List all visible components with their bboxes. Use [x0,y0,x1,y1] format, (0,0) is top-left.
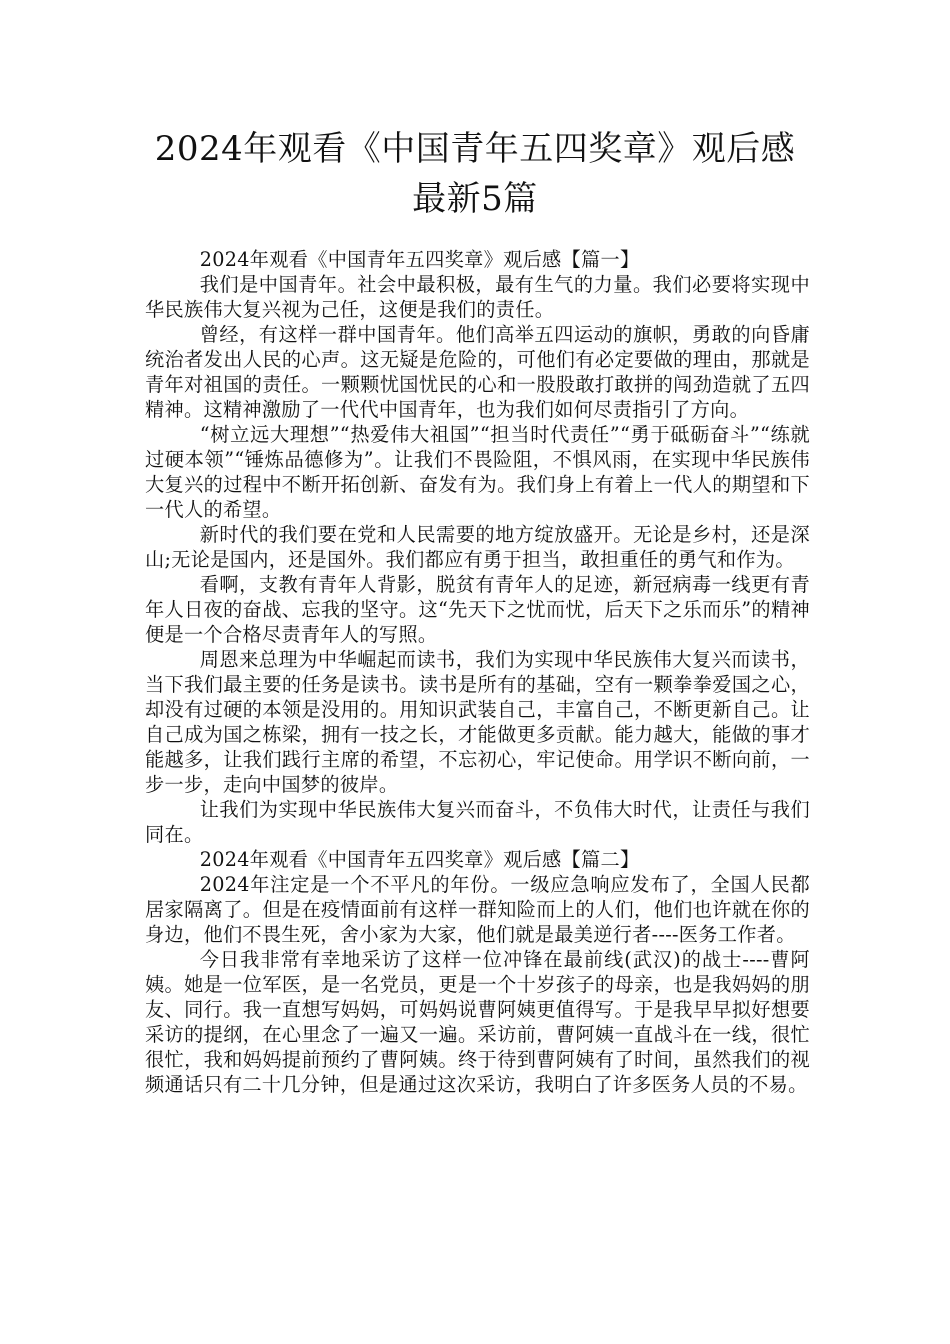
paragraph: 今日我非常有幸地采访了这样一位冲锋在最前线(武汉)的战士----曹阿姨。她是一位军医，是一名党员，更是一个十岁孩子的母亲，也是我妈妈的朋友、同行。我一直想写妈妈，可妈妈说曹阿姨更值得写。于是我早早拟好想要采访的提纲，在心里念了一遍又一遍。采访前，曹阿姨一直战斗在一线，很忙很忙，我和妈妈提前预约了曹阿姨。终于待到曹阿姨有了时间，虽然我们的视频通话只有二十几分钟，但是通过这次采访，我明白了许多医务人员的不易。 [145,948,810,1096]
paragraph: 2024年注定是一个不平凡的年份。一级应急响应发布了，全国人民都居家隔离了。但是在疫情面前有这样一群知险而上的人们，他们也许就在你的身边，他们不畏生死，舍小家为大家，他们就是最美逆行者----医务工作者。 [145,873,810,946]
paragraph: 看啊，支教有青年人背影，脱贫有青年人的足迹，新冠病毒一线更有青年人日夜的奋战、忘我的坚守。这“先天下之忧而忧，后天下之乐而乐”的精神便是一个合格尽责青年人的写照。 [145,573,810,646]
paragraph: 让我们为实现中华民族伟大复兴而奋斗，不负伟大时代，让责任与我们同在。 [145,798,810,846]
title-line-1: 2024年观看《中国青年五四奖章》观后感 [154,129,796,169]
title-line-2: 最新5篇 [412,179,538,219]
paragraph: 我们是中国青年。社会中最积极，最有生气的力量。我们必要将实现中华民族伟大复兴视为己任，这便是我们的责任。 [145,273,810,321]
document-title [100,124,850,224]
section-heading-2: 2024年观看《中国青年五四奖章》观后感【篇二】 [199,848,640,871]
section-heading-1: 2024年观看《中国青年五四奖章》观后感【篇一】 [199,248,640,271]
paragraph: “树立远大理想”“热爱伟大祖国”“担当时代责任”“勇于砥砺奋斗”“练就过硬本领”“锤炼品德修为”。让我们不畏险阻，不惧风雨，在实现中华民族伟大复兴的过程中不断开拓创新、奋发有为。我们身上有着上一代人的期望和下一代人的希望。 [145,423,810,521]
paragraph: 周恩来总理为中华崛起而读书，我们为实现中华民族伟大复兴而读书，当下我们最主要的任务是读书。读书是所有的基础，空有一颗拳拳爱国之心，却没有过硬的本领是没用的。用知识武装自己，丰富自己，不断更新自己。让自己成为国之栋梁，拥有一技之长，才能做更多贡献。能力越大，能做的事才能越多，让我们践行主席的希望，不忘初心，牢记使命。用学识不断向前，一步一步，走向中国梦的彼岸。 [145,648,810,796]
document-body [145,247,810,1097]
paragraph: 曾经，有这样一群中国青年。他们高举五四运动的旗帜，勇敢的向昏庸统治者发出人民的心声。这无疑是危险的，可他们有必定要做的理由，那就是青年对祖国的责任。一颗颗忧国忧民的心和一股股敢打敢拼的闯劲造就了五四精神。这精神激励了一代代中国青年，也为我们如何尽责指引了方向。 [145,323,810,421]
paragraph: 新时代的我们要在党和人民需要的地方绽放盛开。无论是乡村，还是深山;无论是国内，还是国外。我们都应有勇于担当，敢担重任的勇气和作为。 [145,523,810,571]
